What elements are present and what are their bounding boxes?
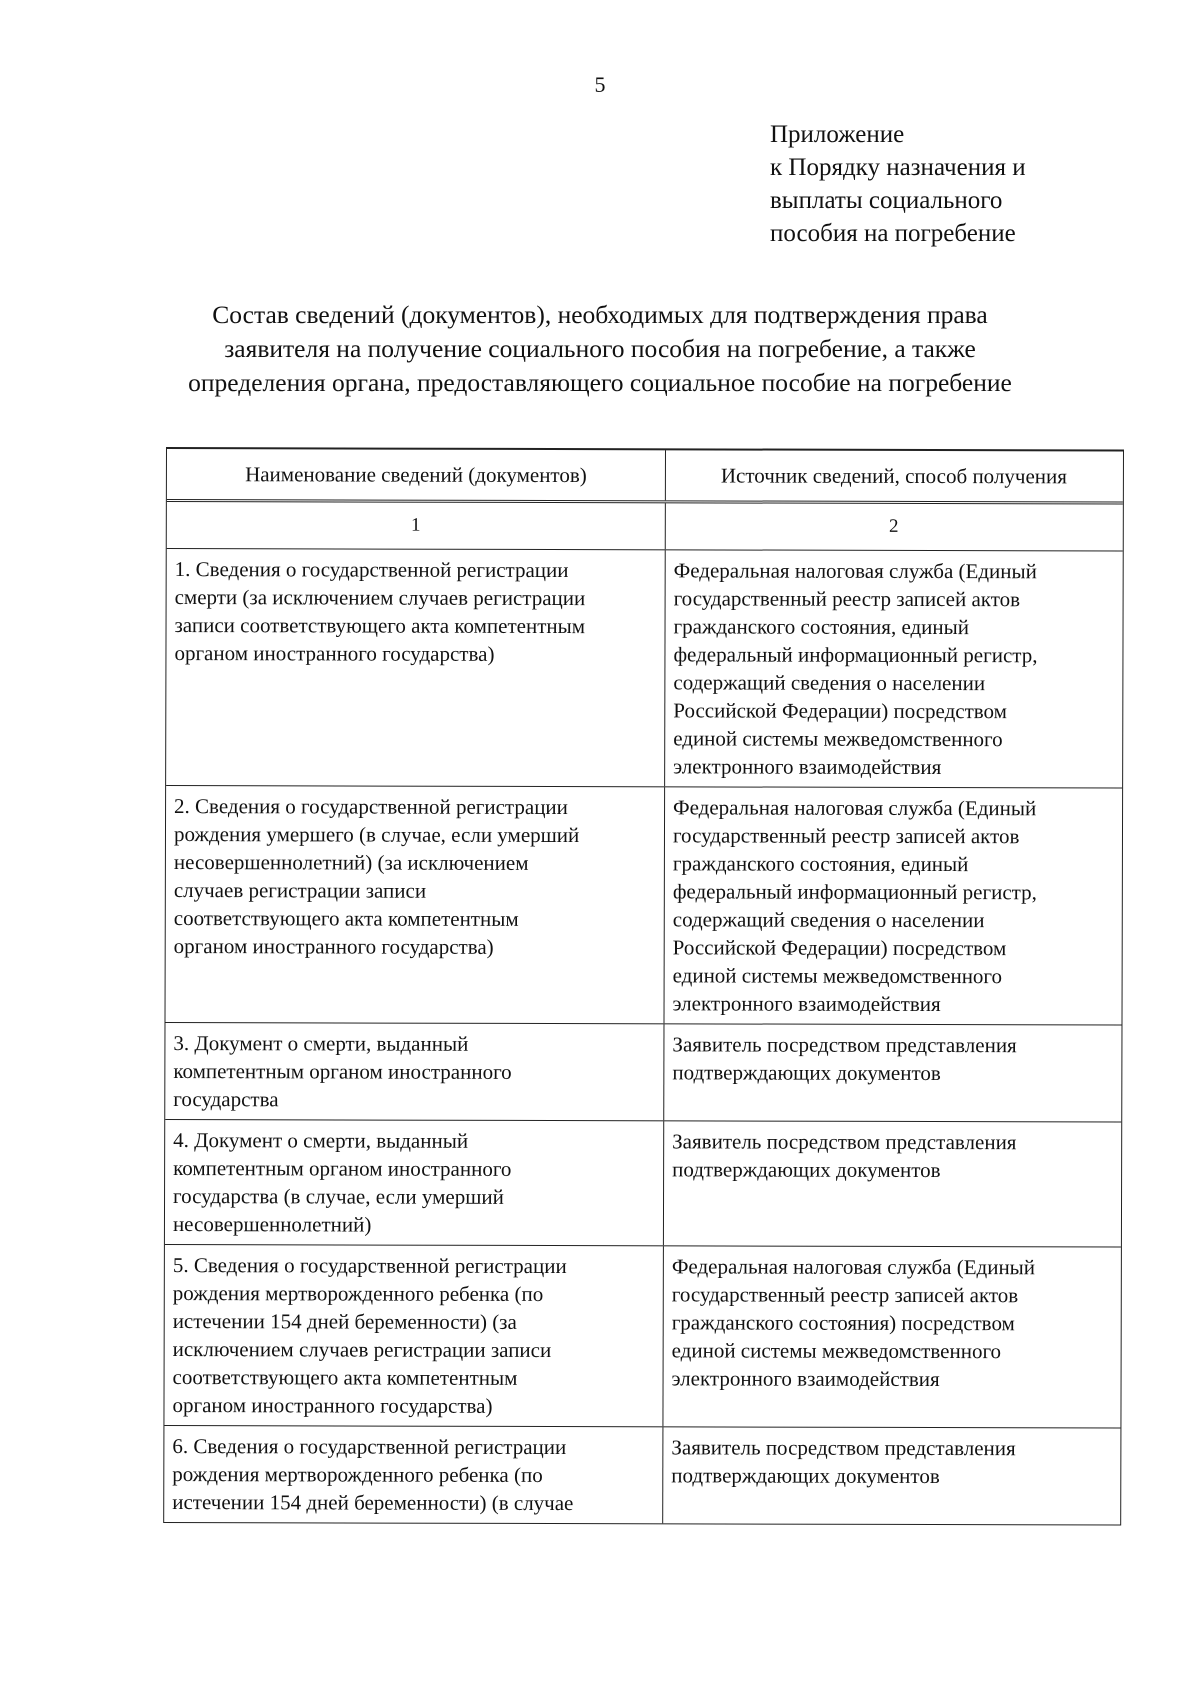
column-number: 1 [167,502,666,549]
cell-line: Заявитель посредством представления [672,1129,1017,1155]
appendix-line: Приложение [770,121,905,148]
cell-line: федеральный информационный регистр, [672,879,1037,905]
table-row [165,786,1122,1026]
appendix-note [770,118,1170,250]
cell-line: компетентным органом иностранного [173,1156,512,1181]
table-row [166,549,1123,789]
appendix-line: к Порядку назначения и [770,154,1026,181]
source-cell [664,787,1121,1024]
cell-line: Заявитель посредством представления [672,1032,1017,1058]
header-source-column: Источник сведений, способ получения [720,463,1067,489]
title-line: Состав сведений (документов), необходимых для подтверждения права [212,300,988,329]
cell-line: истечении 154 дней беременности) (за [172,1309,517,1334]
document-name-cell [166,549,666,786]
cell-line: единой системы межведомственного [671,1338,1002,1364]
table-row [165,1023,1121,1123]
cell-line: несовершеннолетний) [172,1212,372,1237]
cell-line: органом иностранного государства) [174,641,495,666]
cell-line: 3. Документ о смерти, выданный [173,1031,469,1056]
table-row [165,1120,1121,1248]
cell-line: гражданского состояния) посредством [671,1310,1015,1336]
table-body [164,549,1123,1524]
cell-line: Федеральная налоговая служба (Единый [673,795,1037,821]
cell-line: органом иностранного государства) [173,934,494,959]
cell-line: 1. Сведения о государственной регистрации [174,557,569,583]
cell-line: государственный реестр записей актов [672,823,1020,849]
cell-line: Заявитель посредством представления [671,1435,1016,1461]
cell-line: Российской Федерации) посредством [672,935,1007,961]
cell-line: истечении 154 дней беременности) (в случае [172,1490,574,1516]
cell-line: гражданского состояния, единый [673,614,970,640]
source-cell [665,550,1122,787]
cell-line: смерти (за исключением случаев регистрации [174,585,586,611]
cell-line: несовершеннолетний) (за исключением [173,850,529,875]
source-cell [664,1121,1120,1246]
cell-line: федеральный информационный регистр, [673,642,1038,668]
cell-line: соответствующего акта компетентным [172,1365,518,1390]
cell-line: 5. Сведения о государственной регистрации [172,1253,567,1279]
cell-line: государственный реестр записей актов [673,586,1021,612]
cell-line: Федеральная налоговая служба (Единый [671,1254,1036,1280]
cell-line: гражданского состояния, единый [672,851,969,877]
table-header-row [167,449,1123,505]
document-name-cell [164,1245,663,1426]
cell-line: Российской Федерации) посредством [673,698,1007,724]
table-row [164,1426,1120,1525]
cell-line: электронного взаимодействия [671,1366,940,1392]
cell-line: 6. Сведения о государственной регистрации [172,1434,567,1460]
documents-table [163,447,1124,1526]
header-name-column: Наименование сведений (документов) [167,449,666,500]
column-number: 2 [889,515,899,537]
title-line: определения органа, предоставляющего социальное пособие на погребение [188,368,1012,397]
table-row [164,1245,1120,1429]
source-cell [664,1024,1120,1121]
cell-line: государственный реестр записей актов [671,1282,1019,1308]
cell-line: органом иностранного государства) [172,1393,493,1418]
cell-line: электронного взаимодействия [672,991,941,1017]
cell-line: государства [173,1087,279,1112]
document-title [60,298,1140,400]
cell-line: государства (в случае, если умерший [173,1184,504,1209]
appendix-line: выплаты социального [770,187,1003,214]
cell-line: подтверждающих документов [672,1157,941,1183]
cell-line: электронного взаимодействия [673,754,942,780]
document-name-cell [164,1426,663,1523]
document-name-cell [165,1120,664,1245]
cell-line: случаев регистрации записи [173,878,427,903]
cell-line: единой системы межведомственного [673,726,1003,752]
cell-line: подтверждающих документов [671,1463,940,1489]
cell-line: записи соответствующего акта компетентным [174,613,586,639]
cell-line: исключением случаев регистрации записи [172,1337,552,1363]
cell-line: компетентным органом иностранного [173,1059,512,1084]
cell-line: рождения мертворожденного ребенка (по [172,1281,544,1306]
source-cell [663,1246,1119,1427]
cell-line: Федеральная налоговая служба (Единый [673,558,1037,584]
page-number: 5 [594,72,606,97]
appendix-line: пособия на погребение [770,220,1016,247]
cell-line: 4. Документ о смерти, выданный [173,1128,469,1153]
column-numbers-row [167,502,1123,552]
cell-line: рождения мертворожденного ребенка (по [172,1462,543,1487]
cell-line: содержащий сведения о населении [673,670,986,696]
title-line: заявителя на получение социального пособия на погребение, а также [224,334,976,363]
cell-line: содержащий сведения о населении [672,907,985,933]
cell-line: единой системы межведомственного [672,963,1003,989]
cell-line: 2. Сведения о государственной регистрации [174,794,568,820]
document-name-cell [165,1023,664,1120]
source-cell [663,1427,1119,1524]
document-name-cell [165,786,665,1023]
cell-line: рождения умершего (в случае, если умерший [173,822,580,848]
cell-line: подтверждающих документов [672,1060,941,1086]
cell-line: соответствующего акта компетентным [173,906,519,931]
